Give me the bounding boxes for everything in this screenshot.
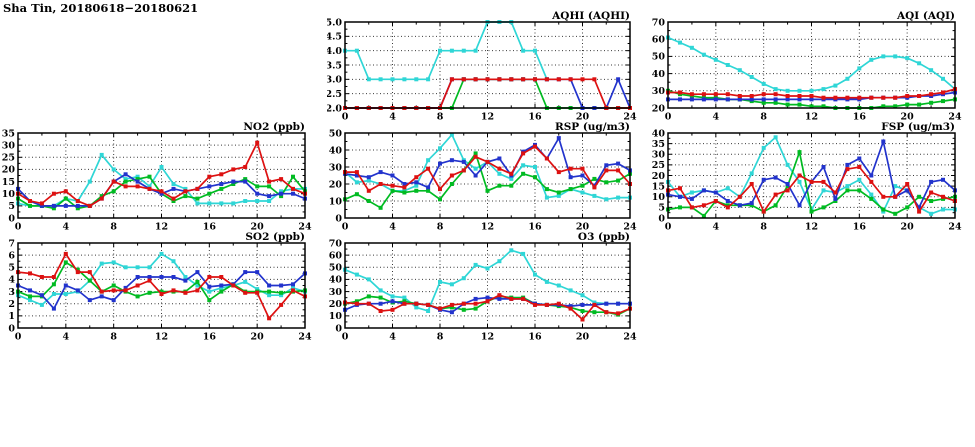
x-tick-aqhi: 20 <box>575 111 590 123</box>
y-tick-aqi: 70 <box>651 17 665 29</box>
x-tick-so2: 24 <box>298 331 312 343</box>
x-tick-fsp: 12 <box>804 221 819 233</box>
y-tick-fsp: 20 <box>651 170 665 182</box>
x-tick-rsp: 12 <box>480 221 495 233</box>
page-title: Sha Tin, 20180618−20180621 <box>3 1 199 15</box>
x-tick-so2: 16 <box>202 331 216 343</box>
x-tick-o3: 0 <box>341 331 349 343</box>
y-tick-no2: 10 <box>2 189 15 201</box>
chart-no2 <box>2 120 317 238</box>
x-tick-aqhi: 12 <box>480 111 495 123</box>
y-tick-aqhi: 3.5 <box>327 60 342 72</box>
chart-title-no2: NO2 (ppb) <box>243 121 305 133</box>
x-tick-aqhi: 4 <box>389 111 396 123</box>
y-tick-o3: 50 <box>328 262 342 274</box>
chart-so2 <box>2 230 317 348</box>
x-tick-no2: 20 <box>250 221 264 233</box>
chart-title-aqi: AQI (AQI) <box>896 10 955 22</box>
y-tick-so2: 4 <box>8 274 15 286</box>
y-tick-aqhi: 2.0 <box>327 103 342 115</box>
chart-fsp <box>650 120 967 238</box>
x-tick-rsp: 20 <box>575 221 590 233</box>
y-tick-aqi: 40 <box>651 68 665 80</box>
y-tick-no2: 30 <box>2 140 15 152</box>
x-tick-aqi: 8 <box>760 111 767 123</box>
x-tick-so2: 12 <box>154 331 169 343</box>
y-tick-aqhi: 2.5 <box>327 88 342 100</box>
y-tick-fsp: 15 <box>651 181 665 193</box>
y-tick-so2: 5 <box>8 262 15 274</box>
y-tick-fsp: 35 <box>651 138 665 150</box>
y-tick-aqhi: 4.5 <box>327 31 342 43</box>
y-tick-o3: 40 <box>328 274 342 286</box>
x-tick-so2: 8 <box>110 331 117 343</box>
y-tick-rsp: 10 <box>328 196 342 208</box>
chart-svg-aqhi <box>327 9 642 124</box>
y-tick-aqhi: 3.0 <box>327 74 342 86</box>
x-tick-fsp: 16 <box>852 221 866 233</box>
y-tick-so2: 7 <box>8 238 15 250</box>
x-tick-rsp: 8 <box>436 221 444 233</box>
y-tick-aqhi: 5.0 <box>327 17 342 29</box>
x-tick-rsp: 16 <box>528 221 542 233</box>
y-tick-rsp: 0 <box>335 213 342 225</box>
y-tick-fsp: 40 <box>651 128 665 140</box>
y-tick-fsp: 25 <box>651 160 665 172</box>
x-tick-so2: 0 <box>14 331 22 343</box>
x-tick-aqhi: 24 <box>623 111 637 123</box>
y-tick-so2: 0 <box>8 323 15 335</box>
x-tick-no2: 12 <box>154 221 169 233</box>
x-tick-aqi: 16 <box>852 111 866 123</box>
y-tick-o3: 30 <box>328 286 342 298</box>
y-tick-no2: 0 <box>8 213 15 225</box>
x-tick-aqhi: 0 <box>341 111 349 123</box>
x-tick-so2: 20 <box>250 331 264 343</box>
chart-aqi <box>650 9 967 128</box>
y-tick-no2: 35 <box>2 128 15 140</box>
y-tick-so2: 6 <box>8 250 15 262</box>
y-tick-no2: 15 <box>2 176 15 188</box>
y-tick-rsp: 50 <box>328 128 342 140</box>
x-tick-rsp: 0 <box>341 221 349 233</box>
x-tick-so2: 4 <box>62 331 70 343</box>
chart-title-o3: O3 (ppb) <box>577 231 630 243</box>
x-tick-aqi: 20 <box>900 111 914 123</box>
y-tick-rsp: 30 <box>328 162 342 174</box>
x-tick-o3: 12 <box>480 331 495 343</box>
y-tick-o3: 60 <box>328 250 342 262</box>
chart-title-so2: SO2 (ppb) <box>245 231 305 243</box>
x-tick-aqi: 0 <box>664 111 672 123</box>
y-tick-o3: 0 <box>335 323 342 335</box>
x-tick-o3: 4 <box>389 331 396 343</box>
y-tick-no2: 20 <box>2 164 15 176</box>
y-tick-so2: 3 <box>8 286 15 298</box>
y-tick-fsp: 30 <box>651 149 665 161</box>
y-tick-fsp: 10 <box>651 192 665 204</box>
chart-rsp <box>327 120 642 238</box>
chart-title-aqhi: AQHI (AQHI) <box>552 10 630 22</box>
y-tick-o3: 10 <box>328 311 342 323</box>
chart-svg-rsp <box>327 120 642 234</box>
y-tick-rsp: 20 <box>328 179 342 191</box>
y-tick-aqi: 60 <box>651 34 665 46</box>
x-tick-o3: 24 <box>623 331 637 343</box>
y-tick-so2: 1 <box>8 311 15 323</box>
y-tick-aqi: 30 <box>651 86 665 98</box>
x-tick-aqi: 12 <box>804 111 819 123</box>
x-tick-o3: 20 <box>575 331 590 343</box>
y-tick-o3: 70 <box>328 238 342 250</box>
x-tick-fsp: 0 <box>664 221 672 233</box>
y-tick-no2: 5 <box>8 201 15 213</box>
x-tick-fsp: 24 <box>948 221 962 233</box>
x-tick-o3: 16 <box>528 331 542 343</box>
y-tick-fsp: 5 <box>658 202 665 214</box>
y-tick-fsp: 0 <box>658 213 665 225</box>
chart-o3 <box>327 230 642 348</box>
x-tick-aqhi: 16 <box>528 111 542 123</box>
x-tick-no2: 4 <box>62 221 70 233</box>
x-tick-no2: 24 <box>298 221 312 233</box>
chart-svg-o3 <box>327 230 642 344</box>
y-tick-aqhi: 4.0 <box>327 45 342 57</box>
x-tick-aqi: 4 <box>712 111 720 123</box>
y-tick-so2: 2 <box>8 299 15 311</box>
y-tick-aqi: 20 <box>651 103 665 115</box>
y-tick-no2: 25 <box>2 152 15 164</box>
chart-svg-no2 <box>2 120 317 234</box>
chart-svg-aqi <box>650 9 967 124</box>
y-tick-o3: 20 <box>328 299 342 311</box>
chart-svg-fsp <box>650 120 967 234</box>
x-tick-rsp: 4 <box>389 221 396 233</box>
x-tick-no2: 8 <box>110 221 117 233</box>
x-tick-fsp: 20 <box>900 221 914 233</box>
chart-aqhi <box>327 9 642 128</box>
x-tick-aqhi: 8 <box>436 111 444 123</box>
x-tick-no2: 0 <box>14 221 22 233</box>
x-tick-fsp: 4 <box>712 221 720 233</box>
x-tick-no2: 16 <box>202 221 216 233</box>
x-tick-rsp: 24 <box>623 221 637 233</box>
x-tick-fsp: 8 <box>760 221 767 233</box>
chart-title-fsp: FSP (ug/m3) <box>881 121 955 133</box>
x-tick-aqi: 24 <box>948 111 962 123</box>
chart-svg-so2 <box>2 230 317 344</box>
y-tick-rsp: 40 <box>328 145 342 157</box>
x-tick-o3: 8 <box>436 331 444 343</box>
y-tick-aqi: 50 <box>651 51 665 63</box>
chart-title-rsp: RSP (ug/m3) <box>554 121 630 133</box>
